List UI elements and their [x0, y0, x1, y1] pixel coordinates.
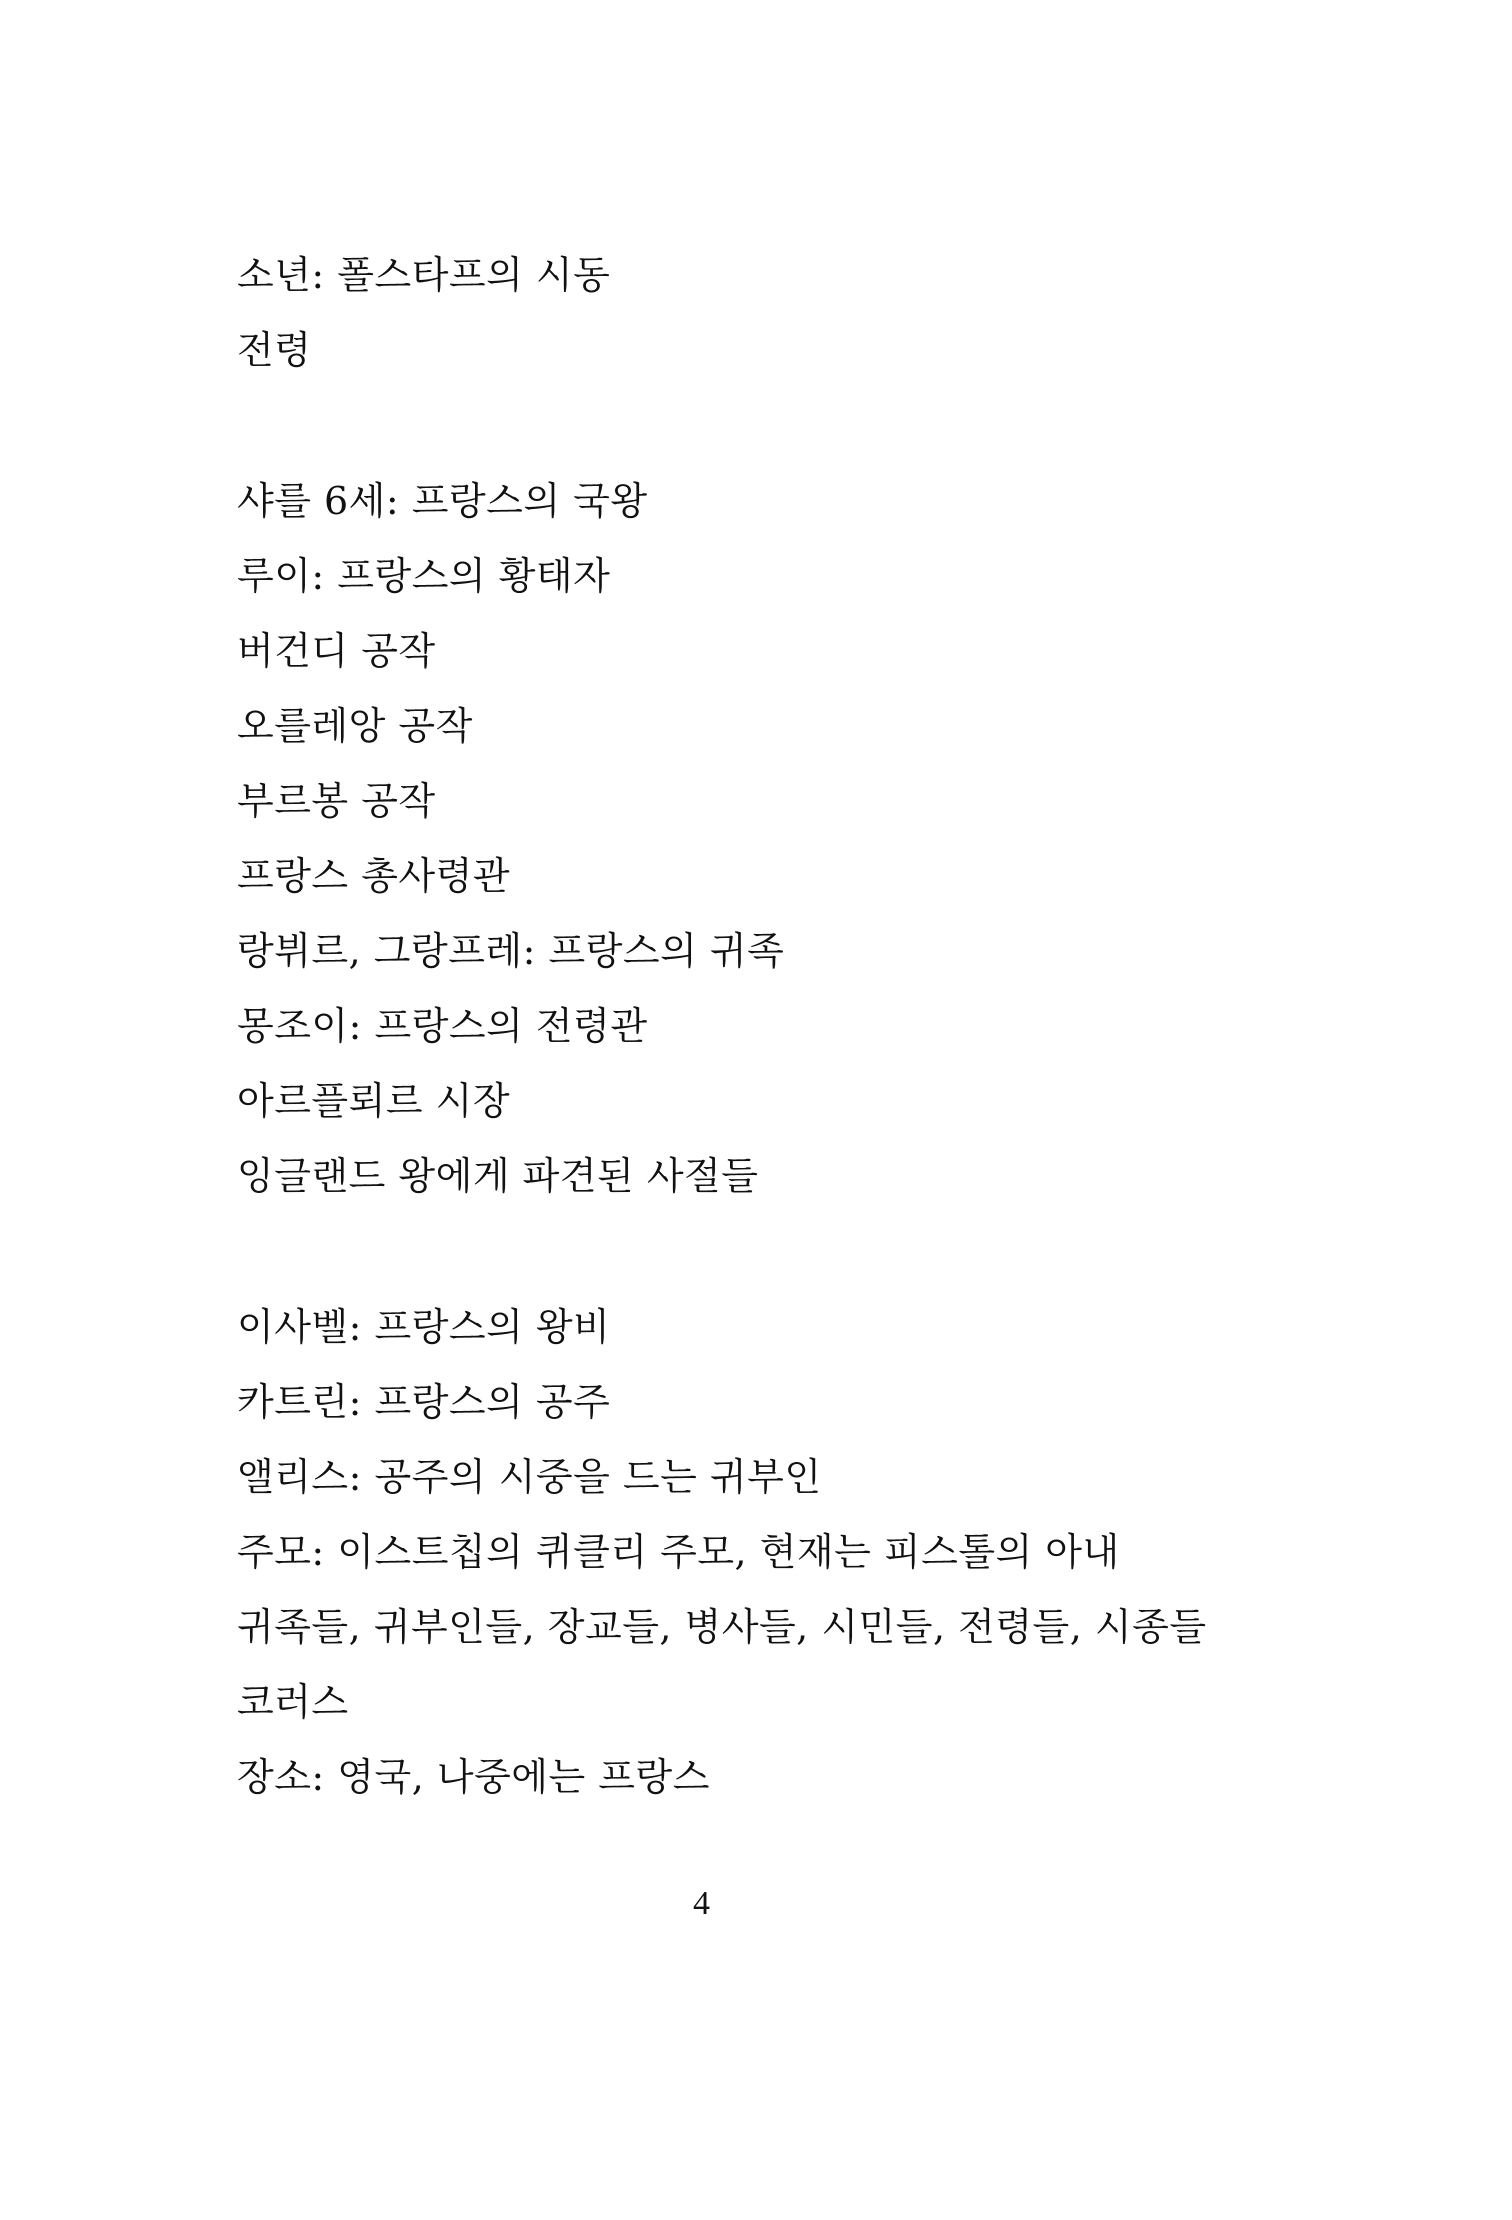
cast-line: 샤를 6세: 프랑스의 국왕: [237, 479, 648, 523]
cast-line: 프랑스 총사령관: [237, 854, 511, 898]
cast-line: 전령: [237, 328, 312, 372]
cast-line: 몽조이: 프랑스의 전령관: [237, 1004, 648, 1048]
cast-line: 소년: 폴스타프의 시동: [237, 253, 611, 297]
cast-line: 귀족들, 귀부인들, 장교들, 병사들, 시민들, 전령들, 시종들: [237, 1605, 1207, 1649]
cast-line: 루이: 프랑스의 황태자: [237, 554, 611, 598]
cast-line: 주모: 이스트칩의 퀴클리 주모, 현재는 피스톨의 아내: [237, 1530, 1120, 1574]
cast-line: 랑뷔르, 그랑프레: 프랑스의 귀족: [237, 929, 785, 973]
cast-line: 앨리스: 공주의 시중을 드는 귀부인: [237, 1455, 822, 1499]
cast-line: 오를레앙 공작: [237, 704, 473, 748]
page-number: 4: [693, 1885, 710, 1922]
cast-line: 잉글랜드 왕에게 파견된 사절들: [237, 1154, 759, 1198]
cast-line: 장소: 영국, 나중에는 프랑스: [237, 1755, 710, 1799]
cast-line: 아르플뢰르 시장: [237, 1079, 511, 1123]
cast-line: 코러스: [237, 1680, 349, 1724]
cast-line: 이사벨: 프랑스의 왕비: [237, 1305, 611, 1349]
cast-line: 버건디 공작: [237, 629, 436, 673]
cast-line: 부르봉 공작: [237, 779, 436, 823]
cast-line: 카트린: 프랑스의 공주: [237, 1380, 611, 1424]
